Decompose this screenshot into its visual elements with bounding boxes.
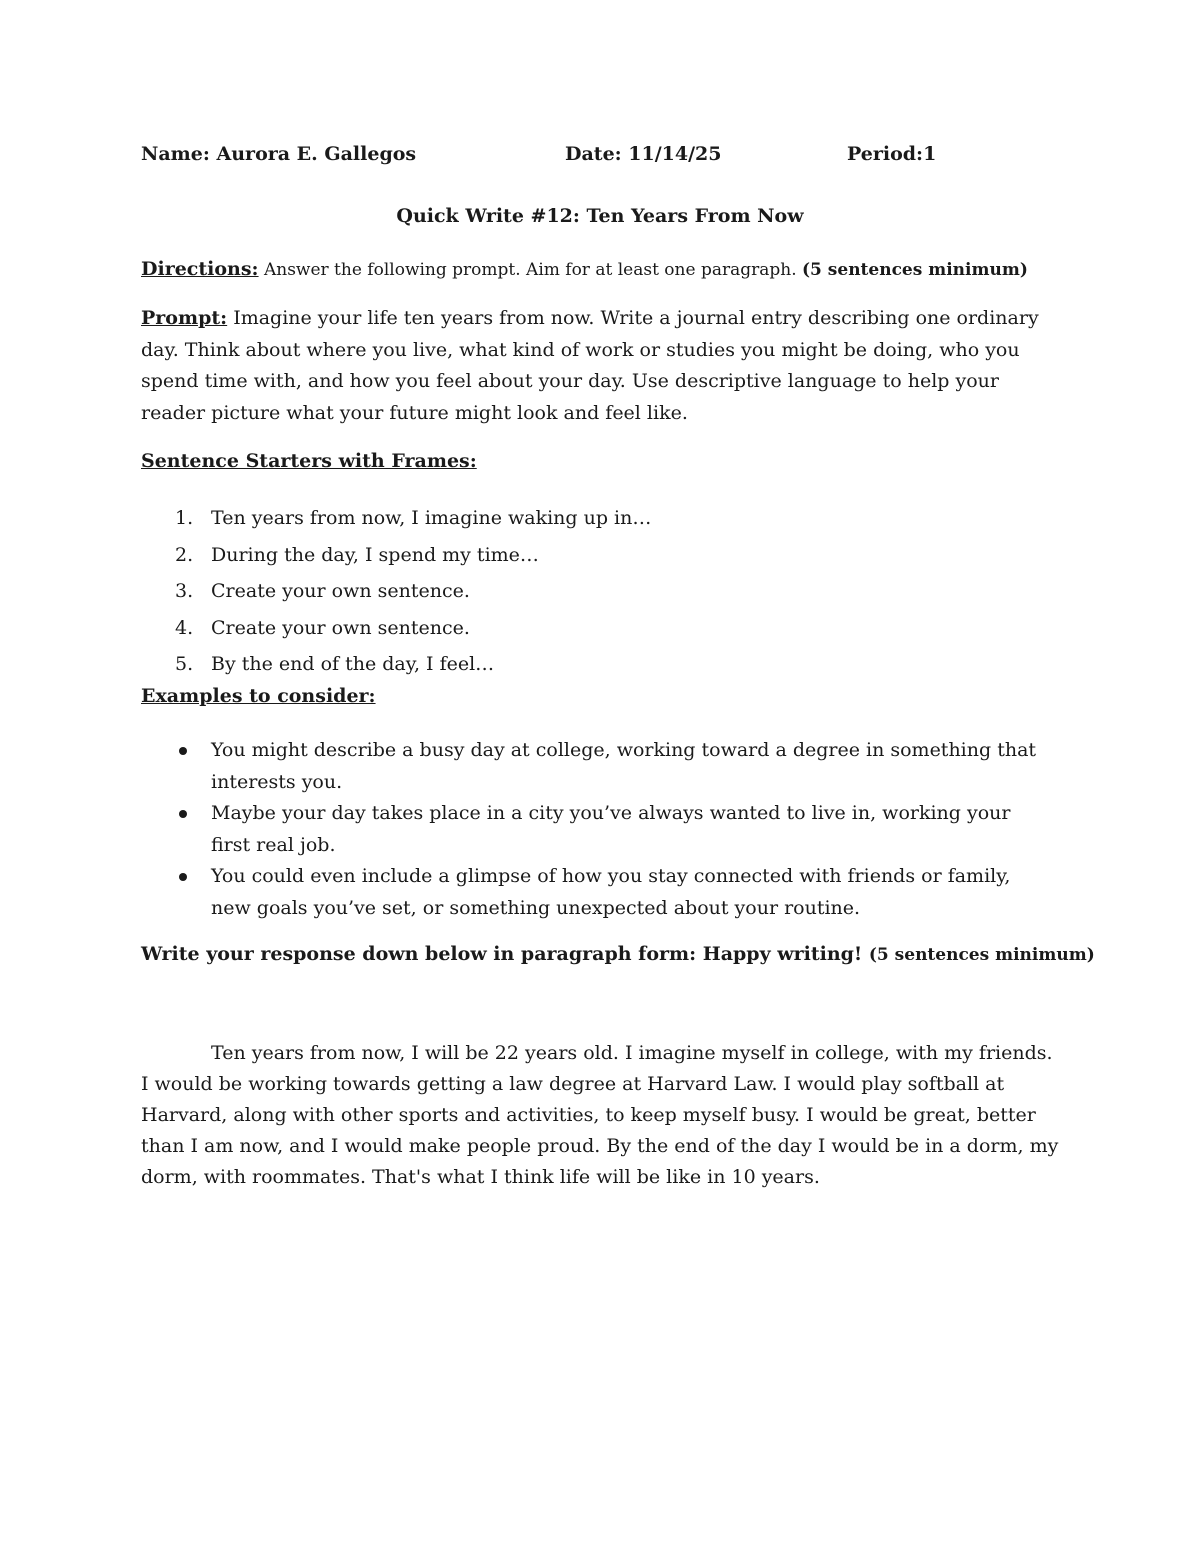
- list-item: [141, 577, 1041, 614]
- class-period: Period:1: [847, 143, 937, 165]
- sentence-starters-heading: Sentence Starters with Frames:: [141, 450, 477, 472]
- directions-label: Directions:: [141, 258, 259, 280]
- list-number: 4.: [175, 616, 194, 639]
- list-number: 1.: [175, 507, 194, 529]
- list-item: [141, 798, 1041, 861]
- bullet-icon: [179, 810, 187, 818]
- prompt-text: Imagine your life ten years from now. Write a journal entry describing one ordinary day. Think about where you live, what kind of work or studies you might be doing, who you spend time with, and how you feel about your day. Use descriptive language to help your reader picture what your future might look and feel like.: [141, 307, 1039, 424]
- write-instruction-text: Write your response down below in paragraph form: Happy writing!: [141, 943, 869, 965]
- list-item: [141, 735, 1041, 798]
- write-instruction: [141, 943, 1095, 965]
- list-item-text: Create your own sentence.: [211, 616, 470, 639]
- list-item-text: You might describe a busy day at college, working toward a degree in something that interests you.: [211, 739, 1037, 793]
- list-number: 5.: [175, 653, 194, 676]
- prompt-label: Prompt:: [141, 307, 228, 329]
- examples-list: [141, 735, 1041, 924]
- directions-text: Answer the following prompt. Aim for at least one paragraph.: [258, 260, 803, 280]
- student-info-row: [141, 143, 1041, 171]
- list-item: [141, 861, 1041, 924]
- list-item-text: Ten years from now, I imagine waking up in…: [211, 507, 652, 529]
- sentence-starters-list: [141, 504, 1041, 687]
- list-item: [141, 504, 1041, 541]
- list-item-text: Maybe your day takes place in a city you’ve always wanted to live in, working your first real job.: [211, 802, 1011, 856]
- list-item-text: Create your own sentence.: [211, 580, 470, 603]
- worksheet-title: [0, 205, 1200, 227]
- directions: [141, 254, 1061, 287]
- bullet-icon: [179, 873, 187, 881]
- student-name: Name: Aurora E. Gallegos: [141, 143, 417, 165]
- worksheet-title-text: Quick Write #12: Ten Years From Now: [396, 205, 804, 227]
- student-response: Ten years from now, I will be 22 years old. I imagine myself in college, with my friends. I would be working towards getting a law degree at Harvard Law. I would play softball at Harvard, along with other sports and activities, to keep myself busy. I would be great, better than I am now, and I would make people proud. By the end of the day I would be in a dorm, my dorm, with roommates. That's what I think life will be like in 10 years.: [141, 1042, 1059, 1188]
- prompt: [141, 303, 1041, 429]
- list-number: 2.: [175, 543, 194, 566]
- bullet-icon: [179, 747, 187, 755]
- list-item: [141, 541, 1041, 578]
- list-item-text: By the end of the day, I feel…: [211, 653, 495, 676]
- list-item: [141, 650, 1041, 687]
- list-item: [141, 614, 1041, 651]
- list-item-text: During the day, I spend my time…: [211, 543, 539, 566]
- examples-heading: Examples to consider:: [141, 685, 376, 707]
- write-instruction-emphasis: (5 sentences minimum): [868, 945, 1095, 965]
- list-number: 3.: [175, 580, 194, 603]
- directions-emphasis: (5 sentences minimum): [802, 260, 1028, 280]
- assignment-date: Date: 11/14/25: [565, 143, 722, 165]
- list-item-text: You could even include a glimpse of how you stay connected with friends or family, new goals you’ve set, or something unexpected about your routine.: [211, 865, 1011, 919]
